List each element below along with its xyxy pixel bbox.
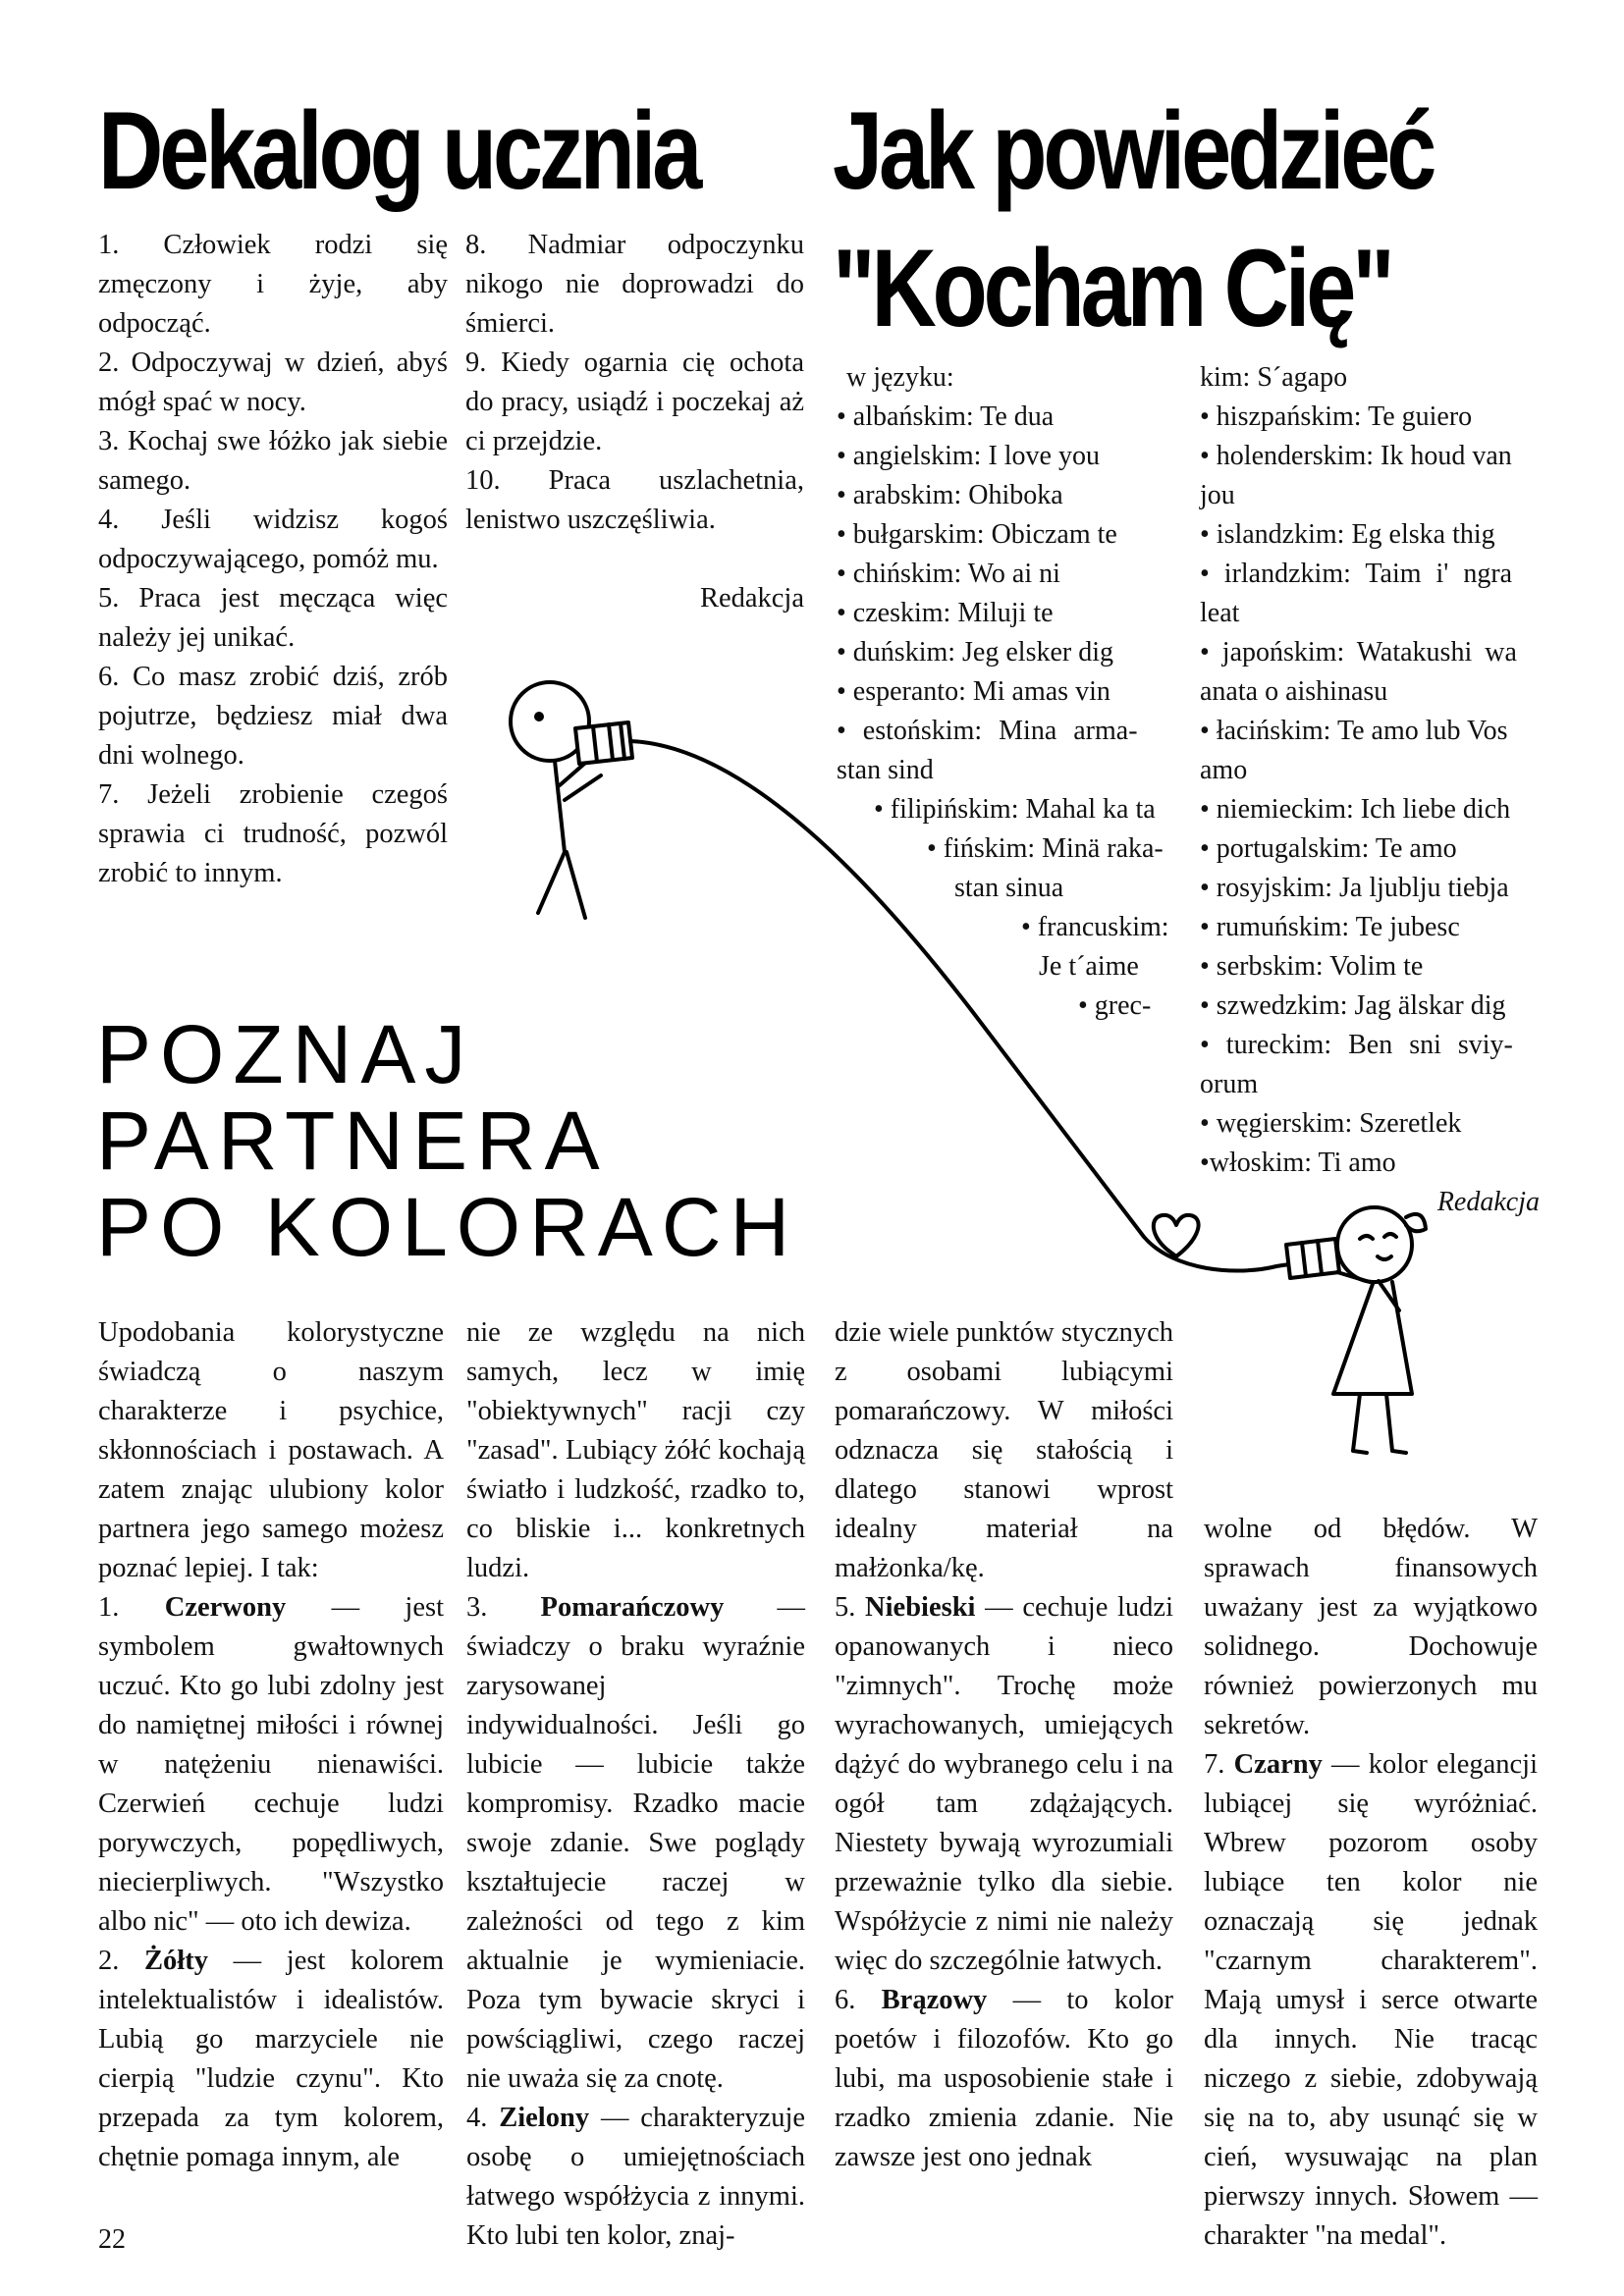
colors-title-line: PARTNERA	[96, 1095, 609, 1187]
color-name: Niebieski	[865, 1592, 976, 1623]
language-line: • arabskim: Ohiboka	[837, 480, 1063, 510]
language-line: • bułgarskim: Obiczam te	[837, 519, 1117, 550]
girl-figure	[1333, 1207, 1426, 1453]
article-paragraph: dzie wiele punktów stycznych z osobami lubiącymi pomarańczowy. W miłości odznacza się stałością i dlatego stanowi wprost idealny materiał na małżonka/kę.	[835, 1317, 1173, 1583]
article-paragraph: 6. Brązowy — to kolor poetów i filozofów. Kto go lubi, ma usposobienie stałe i rzadko zmienia zdanie. Nie zawsze jest ono jednak	[835, 1985, 1174, 2172]
languages-signature: Redakcja	[1436, 1187, 1540, 1217]
love-title-line2: "Kocham Cię"	[833, 227, 1391, 349]
dekalog-column-2	[465, 226, 804, 618]
language-line: • tureckim: Ben sni sviy-	[1200, 1030, 1513, 1060]
dekalog-item: 5. Praca jest męcząca więc należy jej unikać.	[98, 583, 448, 653]
dekalog-signature: Redakcja	[699, 583, 804, 614]
dekalog-item: 3. Kochaj swe łóżko jak siebie samego.	[98, 426, 448, 496]
languages-intro: w języku:	[846, 362, 954, 393]
color-name: Czarny	[1233, 1749, 1323, 1780]
language-line: • filipińskim: Mahal ka ta	[874, 794, 1156, 825]
language-line: amo	[1200, 755, 1248, 785]
dekalog-item: 6. Co masz zrobić dziś, zrób pojutrze, będziesz miał dwa dni wolnego.	[98, 662, 448, 771]
language-line: • islandzkim: Eg elska thig	[1200, 519, 1495, 550]
dekalog-item: 10. Praca uszlachetnia, lenistwo uszczęśliwia.	[465, 465, 804, 535]
language-line: • japońskim: Watakushi wa	[1200, 637, 1517, 667]
article-paragraph: 3. Pomarańczowy — świadczy o braku wyraźnie zarysowanej indywidualności. Jeśli go lubicie — lubicie także kompromisy. Rzadko macie swoje zdanie. Swe poglądy kształtujecie raczej w zależności od tego z kim aktualnie je wymieniacie. Poza tym bywacie skryci i powściągliwi, czego raczej nie uważa się za cnotę.	[466, 1592, 805, 2094]
can-left	[575, 722, 632, 764]
language-line: • francuskim:	[1021, 912, 1169, 942]
language-line: • fińskim: Minä raka-	[927, 833, 1164, 864]
language-line: leat	[1200, 598, 1240, 628]
dekalog-title: Dekalog ucznia	[98, 89, 699, 212]
language-line: stan sinua	[954, 873, 1064, 903]
language-line: kim: S´agapo	[1200, 362, 1348, 393]
article-paragraph: 4. Zielony — charakteryzuje osobę o umiejętnościach łatwego współżycia z innymi. Kto lubi ten kolor, znaj-	[466, 2103, 806, 2251]
language-line: stan sind	[837, 755, 934, 785]
colors-title-line: POZNAJ	[96, 1008, 475, 1100]
language-line: • angielskim: I love you	[837, 441, 1100, 471]
colors-column-1	[98, 1313, 444, 2177]
can-right	[1286, 1239, 1339, 1278]
language-line: • grec-	[1078, 990, 1152, 1021]
article-paragraph: 1. Czerwony — jest symbolem gwałtownych uczuć. Kto go lubi zdolny jest do namiętnej miłości i równej w natężeniu nienawiści. Czerwień cechuje ludzi porywczych, popędliwych, niecierpliwych. "Wszystko albo nic" — oto ich dewiza.	[98, 1592, 444, 1937]
language-line: Je t´aime	[1039, 951, 1139, 982]
language-line: • węgierskim: Szeretlek	[1200, 1108, 1462, 1139]
dekalog-item: 4. Jeśli widzisz kogoś odpoczywającego, pomóż mu.	[98, 505, 448, 574]
article-paragraph: nie ze względu na nich samych, lecz w imię "obiektywnych" racji czy "zasad". Lubiący żółć kochają światło i ludzkość, rzadko to, co bliskie i... konkretnych ludzi.	[466, 1317, 805, 1583]
dekalog-item: 9. Kiedy ogarnia cię ochota do pracy, usiądź i poczekaj aż ci przejdzie.	[465, 347, 804, 456]
language-line: • holenderskim: Ik houd van	[1200, 441, 1512, 471]
language-line: •włoskim: Ti amo	[1200, 1148, 1396, 1178]
language-line: • rosyjskim: Ja ljublju tiebja	[1200, 873, 1509, 903]
boy-figure	[511, 682, 601, 918]
colors-column-2	[466, 1313, 805, 2256]
dekalog-item: 2. Odpoczywaj w dzień, abyś mógł spać w nocy.	[98, 347, 448, 417]
languages-left-column	[837, 358, 1170, 1026]
color-name: Czerwony	[164, 1592, 287, 1623]
language-line: • duńskim: Jeg elsker dig	[837, 637, 1113, 667]
language-line: jou	[1200, 480, 1235, 510]
language-line: • chińskim: Wo ai ni	[837, 559, 1060, 589]
language-line: • estońskim: Mina arma-	[837, 716, 1138, 746]
color-name: Pomarańczowy	[540, 1592, 725, 1623]
color-name: Zielony	[499, 2103, 590, 2133]
language-line: • portugalskim: Te amo	[1200, 833, 1457, 864]
page-number: 22	[98, 2224, 126, 2255]
language-line: • czeskim: Miluji te	[837, 598, 1054, 628]
love-title-line1: Jak powiedzieć	[833, 89, 1434, 212]
colors-column-4	[1204, 1510, 1538, 2256]
color-name: Żółty	[144, 1946, 208, 1976]
language-line: • rumuńskim: Te jubesc	[1200, 912, 1460, 942]
colors-article-title	[96, 1008, 799, 1273]
language-line: • albańskim: Te dua	[837, 401, 1055, 432]
article-paragraph: 5. Niebieski — cechuje ludzi opanowanych i nieco "zimnych". Trochę może wyrachowanych, umiejących dążyć do wybranego celu i na ogół tam zdążających. Niestety bywają wyrozumiali przeważnie tylko dla siebie. Współżycie z nimi nie należy więc do szczególnie łatwych.	[835, 1592, 1173, 1976]
language-line: • irlandzkim: Taim i' ngra	[1200, 559, 1513, 589]
dekalog-column-1	[98, 226, 448, 893]
article-paragraph: Upodobania kolorystyczne świadczą o naszym charakterze i psychice, skłonnościach i postawach. A zatem znając ulubiony kolor partnera jego samego możesz poznać lepiej. I tak:	[98, 1317, 444, 1583]
language-line: • szwedzkim: Jag älskar dig	[1200, 990, 1506, 1021]
colors-title-line: PO KOLORACH	[96, 1181, 799, 1273]
article-paragraph: wolne od błędów. W sprawach finansowych uważany jest za wyjątkowo solidnego. Dochowuje również powierzonych mu sekretów.	[1204, 1514, 1538, 1740]
language-line: • hiszpańskim: Te guiero	[1200, 401, 1473, 432]
article-paragraph: 7. Czarny — kolor elegancji lubiącej się wyróżniać. Wbrew pozorom osoby lubiące ten kolor nie oznaczają się jednak "czarnym charakterem". Mają umysł i serce otwarte dla innych. Nie tracąc niczego z siebie, zdobywają się na to, aby usunąć się w cień, wysuwając na plan pierwszy innych. Słowem — charakter "na medal".	[1204, 1749, 1538, 2251]
languages-right-column	[1200, 358, 1543, 1222]
language-line: • esperanto: Mi amas vin	[837, 676, 1110, 707]
language-line: • niemieckim: Ich liebe dich	[1200, 794, 1511, 825]
language-line: anata o aishinasu	[1200, 676, 1388, 707]
language-line: • serbskim: Volim te	[1200, 951, 1424, 982]
color-name: Brązowy	[881, 1985, 988, 2015]
colors-column-3	[835, 1313, 1173, 2177]
language-line: orum	[1200, 1069, 1259, 1099]
language-line: • łacińskim: Te amo lub Vos	[1200, 716, 1508, 746]
article-paragraph: 2. Żółty — jest kolorem intelektualistów i idealistów. Lubią go marzyciele nie cierpią "ludzie czynu". Kto przepada za tym kolorem, chętnie pomaga innym, ale	[98, 1946, 445, 2172]
dekalog-item: 7. Jeżeli zrobienie czegoś sprawia ci trudność, pozwól zrobić to innym.	[98, 779, 448, 888]
dekalog-item: 1. Człowiek rodzi się zmęczony i żyje, aby odpocząć.	[98, 230, 448, 339]
dekalog-item: 8. Nadmiar odpoczynku nikogo nie doprowadzi do śmierci.	[465, 230, 804, 339]
